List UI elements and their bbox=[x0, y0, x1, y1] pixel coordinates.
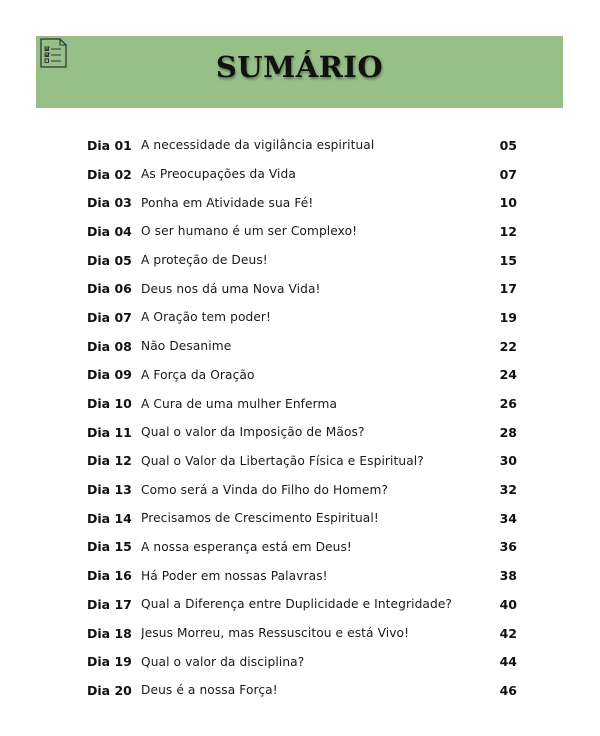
toc-day: Dia 10 bbox=[87, 396, 132, 412]
toc-title: As Preocupações da Vida bbox=[141, 167, 296, 182]
toc-day: Dia 15 bbox=[87, 539, 132, 555]
toc-title: Ponha em Atividade sua Fé! bbox=[141, 195, 314, 210]
toc-title: Qual o valor da disciplina? bbox=[141, 654, 305, 669]
toc-page-number: 36 bbox=[499, 539, 517, 555]
toc-entry[interactable] bbox=[87, 217, 517, 246]
toc-page-number: 34 bbox=[499, 510, 517, 526]
toc-entry[interactable] bbox=[87, 160, 517, 189]
toc-day: Dia 01 bbox=[87, 137, 132, 153]
toc-entry[interactable] bbox=[87, 676, 517, 705]
toc-title: Qual o Valor da Libertação Física e Espiritual? bbox=[141, 453, 424, 468]
toc-page-number: 15 bbox=[499, 252, 517, 268]
toc-title: Não Desanime bbox=[141, 339, 232, 354]
toc-entry[interactable] bbox=[87, 332, 517, 361]
toc-day: Dia 14 bbox=[87, 510, 132, 526]
toc-entry[interactable] bbox=[87, 447, 517, 476]
toc-title: Há Poder em nossas Palavras! bbox=[141, 568, 328, 583]
toc-page-number: 19 bbox=[499, 309, 517, 325]
page-title: SUMÁRIO bbox=[215, 50, 384, 84]
toc-page-number: 40 bbox=[499, 596, 517, 612]
toc-entry[interactable] bbox=[87, 389, 517, 418]
toc-title: Como será a Vinda do Filho do Homem? bbox=[141, 482, 388, 497]
toc-page-number: 26 bbox=[499, 396, 517, 412]
toc-title: A Força da Oração bbox=[141, 367, 255, 382]
toc-day: Dia 06 bbox=[87, 281, 132, 297]
toc-title: Precisamos de Crescimento Espiritual! bbox=[141, 511, 379, 526]
toc-entry[interactable] bbox=[87, 131, 517, 160]
toc-title: A proteção de Deus! bbox=[141, 253, 268, 268]
toc-day: Dia 08 bbox=[87, 338, 132, 354]
toc-entry[interactable] bbox=[87, 619, 517, 648]
toc-title: Deus é a nossa Força! bbox=[141, 683, 278, 698]
toc-entry[interactable] bbox=[87, 590, 517, 619]
toc-title: A necessidade da vigilância espiritual bbox=[141, 138, 375, 153]
header-banner bbox=[36, 36, 563, 108]
checklist-document-icon bbox=[38, 37, 70, 69]
toc-day: Dia 07 bbox=[87, 309, 132, 325]
toc-title: Jesus Morreu, mas Ressuscitou e está Vivo! bbox=[141, 626, 410, 641]
toc-entry[interactable] bbox=[87, 561, 517, 590]
toc-entry[interactable] bbox=[87, 504, 517, 533]
toc-day: Dia 17 bbox=[87, 596, 132, 612]
toc-entry[interactable] bbox=[87, 418, 517, 447]
toc-title: Qual o valor da Imposição de Mãos? bbox=[141, 425, 365, 440]
toc-entry[interactable] bbox=[87, 188, 517, 217]
toc-day: Dia 04 bbox=[87, 223, 132, 239]
toc-page-number: 22 bbox=[499, 338, 517, 354]
toc-title: A nossa esperança está em Deus! bbox=[141, 539, 352, 554]
toc-entry[interactable] bbox=[87, 246, 517, 275]
toc-day: Dia 16 bbox=[87, 568, 132, 584]
toc-day: Dia 13 bbox=[87, 482, 132, 498]
toc-day: Dia 02 bbox=[87, 166, 132, 182]
toc-day: Dia 05 bbox=[87, 252, 132, 268]
toc-page-number: 44 bbox=[499, 654, 517, 670]
toc-day: Dia 12 bbox=[87, 453, 132, 469]
toc-title: Deus nos dá uma Nova Vida! bbox=[141, 281, 321, 296]
toc-page-number: 24 bbox=[499, 367, 517, 383]
toc-page-number: 28 bbox=[499, 424, 517, 440]
toc-title: A Oração tem poder! bbox=[141, 310, 272, 325]
toc-title: O ser humano é um ser Complexo! bbox=[141, 224, 358, 239]
toc-entry[interactable] bbox=[87, 533, 517, 562]
toc-title: Qual a Diferença entre Duplicidade e Integridade? bbox=[141, 597, 452, 612]
toc-page-number: 07 bbox=[499, 166, 517, 182]
toc-day: Dia 03 bbox=[87, 195, 132, 211]
toc-entry[interactable] bbox=[87, 361, 517, 390]
toc-day: Dia 11 bbox=[87, 424, 132, 440]
toc-page-number: 05 bbox=[499, 137, 517, 153]
table-of-contents bbox=[87, 131, 517, 705]
toc-page-number: 17 bbox=[499, 281, 517, 297]
toc-day: Dia 09 bbox=[87, 367, 132, 383]
toc-page-number: 46 bbox=[499, 682, 517, 698]
toc-entry[interactable] bbox=[87, 475, 517, 504]
toc-entry[interactable] bbox=[87, 274, 517, 303]
toc-day: Dia 18 bbox=[87, 625, 132, 641]
toc-page-number: 12 bbox=[499, 223, 517, 239]
toc-page-number: 32 bbox=[499, 482, 517, 498]
toc-page-number: 10 bbox=[499, 195, 517, 211]
toc-page-number: 30 bbox=[499, 453, 517, 469]
toc-page-number: 38 bbox=[499, 568, 517, 584]
toc-entry[interactable] bbox=[87, 647, 517, 676]
toc-entry[interactable] bbox=[87, 303, 517, 332]
toc-page-number: 42 bbox=[499, 625, 517, 641]
toc-day: Dia 19 bbox=[87, 654, 132, 670]
toc-day: Dia 20 bbox=[87, 682, 132, 698]
toc-title: A Cura de uma mulher Enferma bbox=[141, 396, 338, 411]
